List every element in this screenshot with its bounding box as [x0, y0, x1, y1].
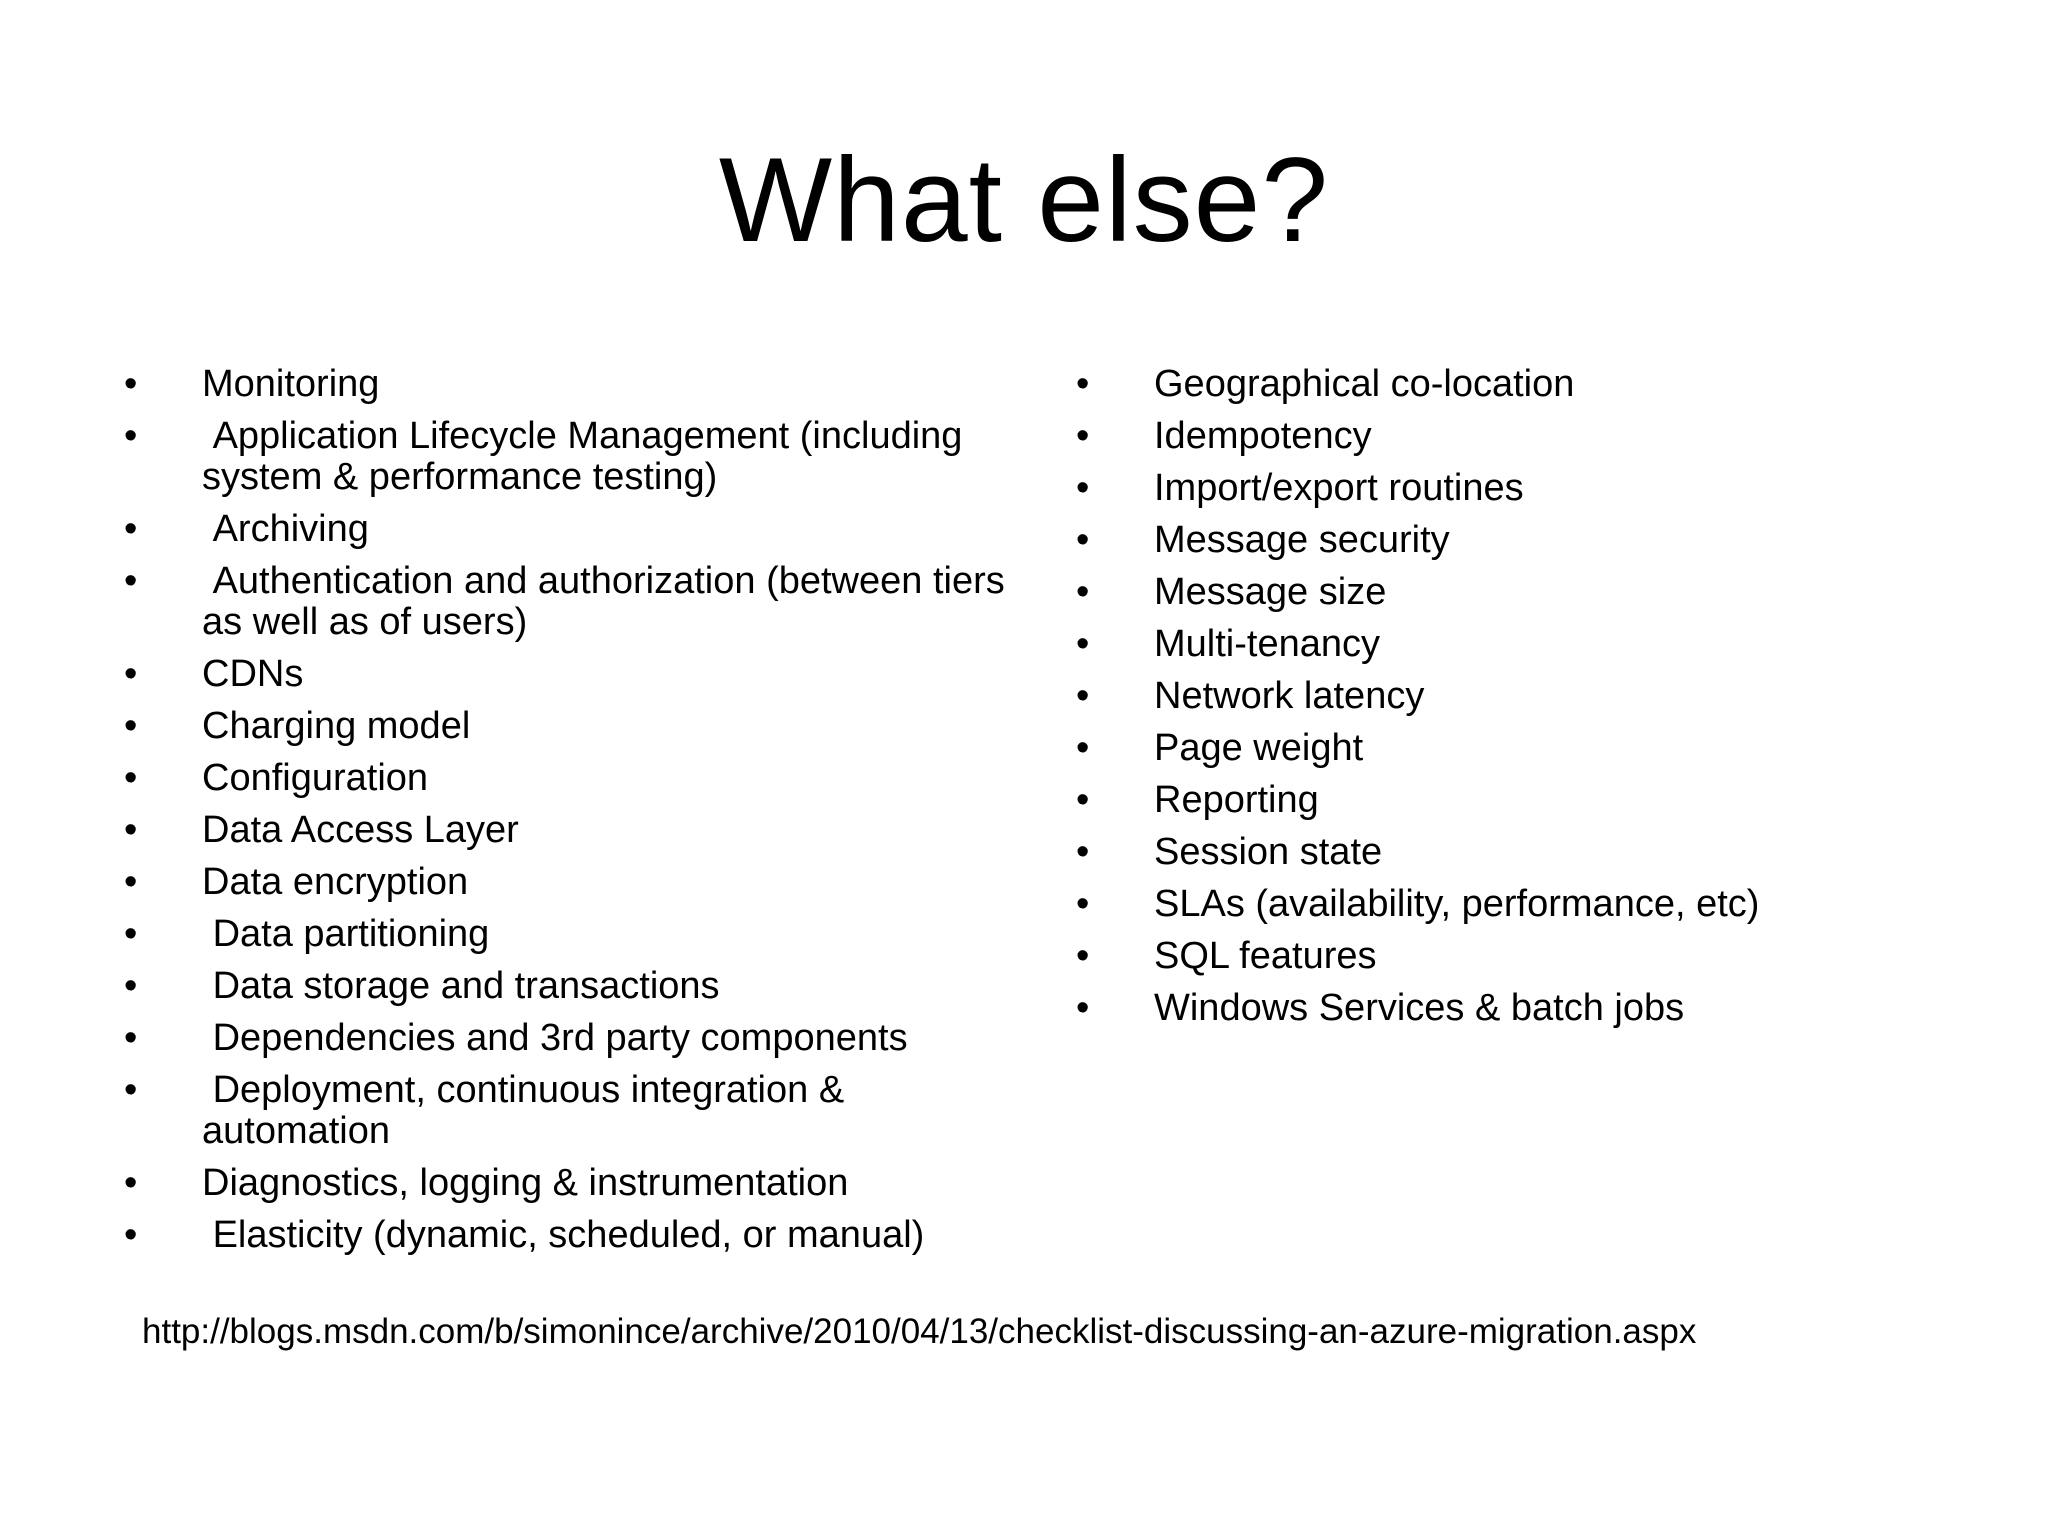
bullet-item [124, 810, 1024, 851]
bullet-item-text: Authentication and authorization (between tiers as well as of users) [202, 560, 1016, 643]
bullet-item [1076, 988, 1976, 1029]
bullet-item-text: Message security [1154, 519, 1450, 561]
bullet-item-text: Archiving [202, 508, 369, 550]
bullet-item-text: Page weight [1154, 727, 1364, 769]
bullet-icon: • [124, 508, 138, 550]
bullet-icon: • [124, 415, 138, 457]
bullet-item [124, 1070, 1024, 1152]
bullet-item [1076, 624, 1976, 665]
bullet-item [1076, 520, 1976, 561]
bullet-item-text: Session state [1154, 831, 1383, 873]
bullet-item-text: Reporting [1154, 779, 1319, 821]
bullet-item-text: Multi-tenancy [1154, 623, 1380, 665]
bullet-item-text: Elasticity (dynamic, scheduled, or manual) [202, 1214, 925, 1256]
source-link[interactable]: http://blogs.msdn.com/b/simonince/archive/2010/04/13/checklist-discussing-an-azure-migration.aspx [142, 1312, 1697, 1351]
bullet-item-text: Data partitioning [202, 913, 490, 955]
bullet-icon: • [124, 757, 138, 799]
bullet-item [1076, 676, 1976, 717]
bullet-icon: • [1076, 571, 1090, 613]
bullet-item-text: Application Lifecycle Management (including system & performance testing) [202, 415, 973, 498]
bullet-item-text: Import/export routines [1154, 467, 1524, 509]
bullet-icon: • [1076, 883, 1090, 925]
bullet-item [1076, 468, 1976, 509]
bullet-item-text: Windows Services & batch jobs [1154, 987, 1685, 1029]
bullet-icon: • [124, 705, 138, 747]
bullet-item-text: Charging model [202, 705, 471, 747]
bullet-item-text: Network latency [1154, 675, 1425, 717]
bullet-icon: • [1076, 415, 1090, 457]
bullet-icon: • [124, 1214, 138, 1256]
slide-title: What else? [718, 133, 1330, 267]
bullet-item-text: SLAs (availability, performance, etc) [1154, 883, 1760, 925]
bullet-icon: • [1076, 363, 1090, 405]
bullet-icon: • [124, 965, 138, 1007]
bullet-icon: • [1076, 779, 1090, 821]
bullet-icon: • [1076, 831, 1090, 873]
bullet-icon: • [124, 653, 138, 695]
bullet-item [124, 654, 1024, 695]
bullet-item [124, 758, 1024, 799]
bullet-item-text: SQL features [1154, 935, 1377, 977]
bullet-item-text: Deployment, continuous integration & automation [202, 1069, 855, 1152]
bullet-item [124, 1163, 1024, 1204]
bullet-item [124, 509, 1024, 550]
bullet-item [1076, 832, 1976, 873]
bullet-item [124, 966, 1024, 1007]
left-bullet-list [124, 364, 1024, 1267]
bullet-item [1076, 416, 1976, 457]
bullet-item-text: Idempotency [1154, 415, 1372, 457]
bullet-item [1076, 572, 1976, 613]
right-bullet-list [1076, 364, 1976, 1040]
bullet-icon: • [124, 1069, 138, 1111]
bullet-icon: • [124, 861, 138, 903]
bullet-icon: • [124, 1162, 138, 1204]
bullet-item-text: Data storage and transactions [202, 965, 720, 1007]
bullet-item [1076, 728, 1976, 769]
bullet-item-text: Dependencies and 3rd party components [202, 1017, 908, 1059]
bullet-item-text: Monitoring [202, 363, 380, 405]
bullet-icon: • [1076, 519, 1090, 561]
bullet-item [124, 561, 1024, 643]
bullet-item [1076, 364, 1976, 405]
bullet-icon: • [1076, 935, 1090, 977]
bullet-icon: • [1076, 675, 1090, 717]
bullet-item-text: Message size [1154, 571, 1387, 613]
bullet-item [124, 1018, 1024, 1059]
bullet-item-text: CDNs [202, 653, 304, 695]
bullet-item-text: Geographical co-location [1154, 363, 1575, 405]
bullet-item [124, 706, 1024, 747]
bullet-item [1076, 936, 1976, 977]
bullet-icon: • [124, 363, 138, 405]
bullet-item-text: Data encryption [202, 861, 469, 903]
bullet-item-text: Data Access Layer [202, 809, 519, 851]
bullet-item [124, 914, 1024, 955]
bullet-item [124, 1215, 1024, 1256]
bullet-icon: • [124, 913, 138, 955]
bullet-item-text: Configuration [202, 757, 429, 799]
bullet-item [124, 364, 1024, 405]
bullet-icon: • [1076, 727, 1090, 769]
bullet-icon: • [1076, 467, 1090, 509]
bullet-item [1076, 884, 1976, 925]
bullet-item-text: Diagnostics, logging & instrumentation [202, 1162, 849, 1204]
bullet-icon: • [124, 809, 138, 851]
bullet-icon: • [1076, 987, 1090, 1029]
bullet-icon: • [1076, 623, 1090, 665]
bullet-item [124, 416, 1024, 498]
bullet-icon: • [124, 560, 138, 602]
bullet-icon: • [124, 1017, 138, 1059]
bullet-item [1076, 780, 1976, 821]
bullet-item [124, 862, 1024, 903]
